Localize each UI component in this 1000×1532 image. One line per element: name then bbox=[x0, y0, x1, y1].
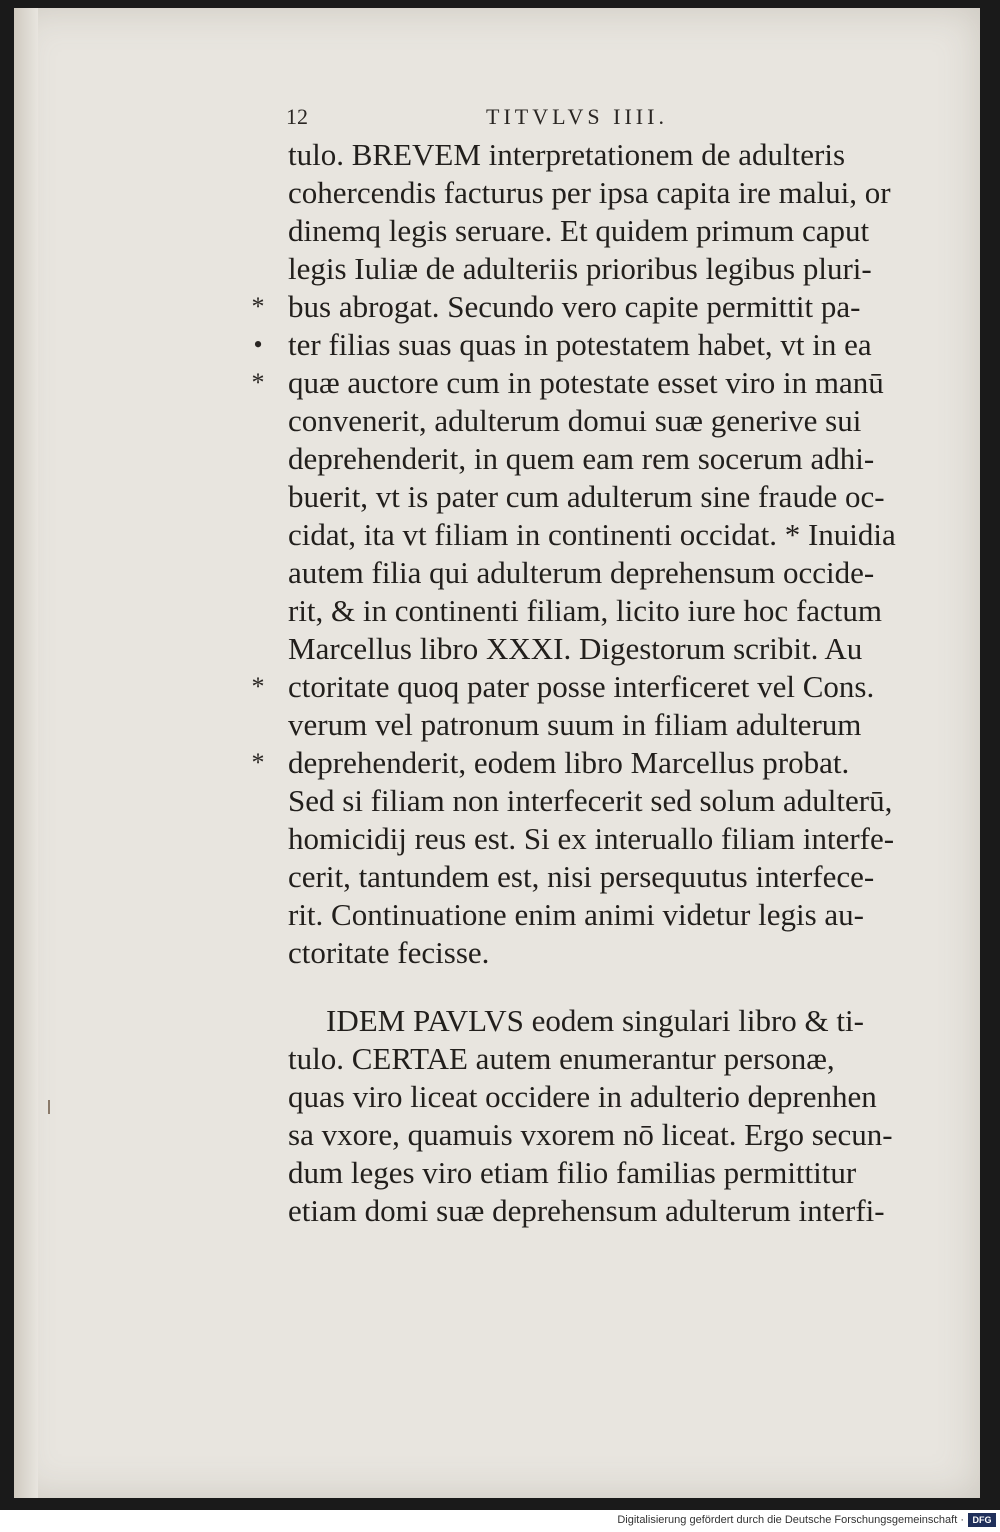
margin-asterisk: * bbox=[251, 672, 265, 701]
text-line: Marcellus libro XXXI. Digestorum scribit. Au bbox=[288, 631, 863, 666]
text-line: dinemq legis seruare. Et quidem primum caput bbox=[288, 213, 870, 248]
text-line: rit, & in continenti filiam, licito iure hoc factum bbox=[288, 593, 883, 628]
text-line: cidat, ita vt filiam in continenti occidat. * Inuidia bbox=[288, 517, 896, 552]
text-line: Sed si filiam non interfecerit sed solum adulterū, bbox=[288, 783, 893, 818]
text-line: bus abrogat. Secundo vero capite permittit pa- bbox=[288, 289, 861, 324]
text-line: buerit, vt is pater cum adulterum sine fraude oc- bbox=[288, 479, 885, 514]
text-line: ter filias suas quas in potestatem habet, vt in ea bbox=[288, 327, 872, 362]
paragraph-gap bbox=[288, 972, 948, 1002]
text-line: ctoritate quoq pater posse interficeret vel Cons. bbox=[288, 669, 875, 704]
text-line: tulo. BREVEM interpretationem de adulteris bbox=[288, 137, 846, 172]
text-line: etiam domi suæ deprehensum adulterum interfi- bbox=[288, 1193, 885, 1228]
text-block bbox=[288, 136, 948, 1230]
text-line: cerit, tantundem est, nisi persequutus interfece- bbox=[288, 859, 875, 894]
text-line: ctoritate fecisse. bbox=[288, 935, 490, 970]
text-line: IDEM PAVLVS eodem singulari libro & ti- bbox=[326, 1003, 864, 1038]
margin-asterisk: * bbox=[251, 368, 265, 397]
margin-ink-mark bbox=[48, 1100, 50, 1114]
folio-number: 12 bbox=[286, 104, 308, 129]
text-line: autem filia qui adulterum deprehensum occide- bbox=[288, 555, 875, 590]
text-line: sa vxore, quamuis vxorem nō liceat. Ergo secun- bbox=[288, 1117, 893, 1152]
text-line: quæ auctore cum in potestate esset viro in manū bbox=[288, 365, 884, 400]
text-line: convenerit, adulterum domui suæ generive sui bbox=[288, 403, 862, 438]
text-line: quas viro liceat occidere in adulterio deprenhen bbox=[288, 1079, 877, 1114]
margin-dot: • bbox=[253, 330, 263, 359]
running-title: TITVLVS IIII. bbox=[486, 104, 668, 129]
text-line: deprehenderit, eodem libro Marcellus probat. bbox=[288, 745, 850, 780]
text-line: legis Iuliæ de adulteriis prioribus legibus pluri- bbox=[288, 251, 872, 286]
page-gutter-shadow bbox=[14, 8, 38, 1498]
page-header bbox=[286, 104, 946, 136]
funding-credit: Digitalisierung gefördert durch die Deutsche Forschungsgemeinschaft · bbox=[617, 1514, 964, 1526]
text-line: rit. Continuatione enim animi videtur legis au- bbox=[288, 897, 864, 932]
footer-bar bbox=[0, 1510, 1000, 1532]
margin-asterisk: * bbox=[251, 748, 265, 777]
text-line: tulo. CERTAE autem enumerantur personæ, bbox=[288, 1041, 835, 1076]
text-line: cohercendis facturus per ipsa capita ire malui, or bbox=[288, 175, 891, 210]
text-line: homicidij reus est. Si ex interuallo filiam interfe- bbox=[288, 821, 895, 856]
dfg-logo: DFG bbox=[968, 1513, 996, 1527]
text-line: dum leges viro etiam filio familias permittitur bbox=[288, 1155, 857, 1190]
text-line: verum vel patronum suum in filiam adulterum bbox=[288, 707, 862, 742]
text-line: deprehenderit, in quem eam rem socerum adhi- bbox=[288, 441, 875, 476]
margin-asterisk: * bbox=[251, 292, 265, 321]
